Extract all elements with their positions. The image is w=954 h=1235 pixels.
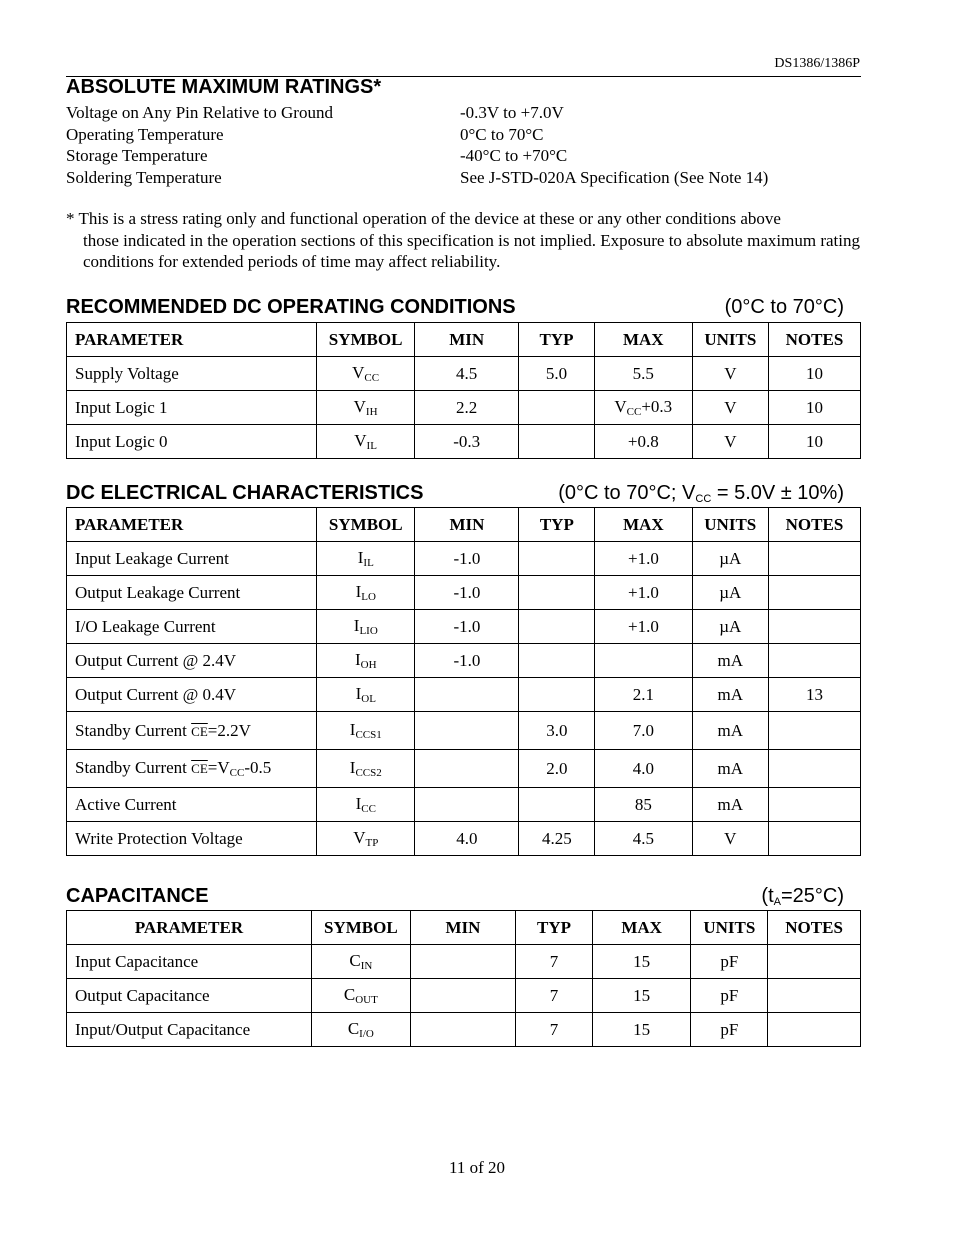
col-header-units: UNITS — [691, 911, 768, 945]
cell-min: -0.3 — [415, 425, 519, 459]
col-header-parameter: PARAMETER — [67, 323, 317, 357]
cell-typ — [519, 678, 595, 712]
rating-param: Voltage on Any Pin Relative to Ground — [66, 103, 333, 122]
cell-units: µA — [692, 610, 768, 644]
cell-max: 15 — [592, 979, 691, 1013]
symbol-sub: IH — [365, 406, 378, 418]
dc-elec-condition: (0°C to 70°C; $V_{CC} = 5.0V \pm 10\%$) — [558, 482, 844, 505]
cell-typ — [519, 644, 595, 678]
table-row — [67, 391, 861, 425]
max-value: +0.8 — [627, 431, 659, 451]
cell-units: V — [692, 425, 768, 459]
symbol-main: I — [355, 684, 362, 703]
col-header-parameter: PARAMETER — [67, 508, 317, 542]
cell-parameter: Output Capacitance — [67, 979, 312, 1013]
param-text: Standby Current — [75, 720, 192, 740]
cell-notes — [768, 712, 860, 750]
symbol-sub: OL — [361, 693, 376, 705]
cell-units: V — [692, 357, 768, 391]
col-header-symbol: SYMBOL — [311, 911, 410, 945]
col-header-notes: NOTES — [768, 911, 861, 945]
cell-notes — [768, 610, 860, 644]
stress-note-line1: * This is a stress rating only and functional operation of the device at these or any other conditions above — [66, 209, 781, 228]
cell-typ — [519, 576, 595, 610]
cell-typ — [519, 391, 595, 425]
col-header-min: MIN — [410, 911, 515, 945]
stress-note-rest: those indicated in the operation sections of this specification is not implied. Exposure to absolute maximum rating conditions for extended periods of time may affect reliability. — [83, 230, 860, 271]
cell-min: -1.0 — [415, 610, 519, 644]
cell-max — [594, 391, 692, 425]
table-row — [67, 945, 861, 979]
cell-units: mA — [692, 644, 768, 678]
cell-notes — [768, 1013, 861, 1047]
param-condition: =2.2V — [207, 720, 251, 740]
cell-symbol — [317, 610, 415, 644]
max-value: 5.5 — [632, 363, 654, 383]
cell-parameter — [67, 542, 317, 576]
cell-notes — [768, 788, 860, 822]
symbol-sub: I/O — [359, 1028, 374, 1040]
page-number: 11 of 20 — [448, 1158, 506, 1177]
cell-typ: 3.0 — [519, 712, 595, 750]
cell-units: mA — [692, 678, 768, 712]
param-condition-tail: -0.5 — [244, 758, 272, 777]
cell-typ — [519, 788, 595, 822]
col-header-notes: NOTES — [768, 323, 860, 357]
cell-max: 15 — [592, 945, 691, 979]
symbol-main: I — [354, 650, 361, 669]
table-row — [67, 644, 861, 678]
symbol-sub: IN — [360, 960, 373, 972]
cell-units: pF — [691, 945, 768, 979]
symbol-main: C — [349, 951, 361, 970]
cell-symbol — [316, 391, 414, 425]
col-header-typ: TYP — [519, 323, 595, 357]
symbol-main: C — [343, 985, 356, 1004]
cell-max: 4.0 — [595, 750, 692, 788]
col-header-symbol: SYMBOL — [316, 323, 414, 357]
dc-elec-table — [66, 507, 861, 856]
cell-notes — [768, 644, 860, 678]
param-text: Output Current @ 0.4V — [75, 684, 237, 704]
cell-typ: 2.0 — [519, 750, 595, 788]
symbol-sub: CCS1 — [355, 729, 382, 741]
symbol-main: C — [347, 1019, 360, 1038]
cell-max — [595, 644, 692, 678]
cell-min: -1.0 — [415, 542, 519, 576]
cell-max: 2.1 — [595, 678, 692, 712]
cell-symbol — [311, 979, 410, 1013]
cell-symbol — [316, 425, 414, 459]
cell-notes: 10 — [768, 425, 860, 459]
param-text: Standby Current — [75, 758, 192, 777]
cell-symbol — [316, 357, 414, 391]
rating-param: Operating Temperature — [66, 124, 224, 144]
cap-title: CAPACITANCE — [66, 885, 209, 907]
cell-max — [594, 425, 692, 459]
cell-typ: 7 — [516, 979, 593, 1013]
table-row — [67, 542, 861, 576]
col-header-parameter: PARAMETER — [67, 911, 312, 945]
cell-typ: 7 — [516, 945, 593, 979]
table-row — [67, 712, 861, 750]
param-text: Write Protection Voltage — [75, 828, 243, 848]
cell-parameter — [67, 822, 317, 856]
symbol-main: V — [353, 828, 366, 847]
col-header-typ: TYP — [519, 508, 595, 542]
table-row — [67, 357, 861, 391]
col-header-typ: TYP — [516, 911, 593, 945]
cell-typ — [519, 610, 595, 644]
param-text: Input Leakage Current — [75, 548, 229, 568]
cell-max: 7.0 — [595, 712, 692, 750]
cell-units: mA — [692, 788, 768, 822]
col-header-symbol: SYMBOL — [317, 508, 415, 542]
cell-notes — [768, 750, 860, 788]
table-row — [67, 610, 861, 644]
max-value: +0.3 — [641, 397, 673, 416]
col-header-min: MIN — [415, 508, 519, 542]
cell-units: mA — [692, 712, 768, 750]
cell-symbol — [311, 945, 410, 979]
rating-param: Storage Temperature — [66, 146, 208, 165]
cell-min — [415, 678, 519, 712]
cell-min: 2.2 — [415, 391, 519, 425]
cell-symbol — [317, 822, 415, 856]
cell-units: pF — [691, 1013, 768, 1047]
col-header-units: UNITS — [692, 323, 768, 357]
cell-notes: 10 — [768, 357, 860, 391]
cell-notes — [768, 979, 861, 1013]
cell-typ — [519, 425, 595, 459]
cap-condition: $(t_A=25^\circ C)$ — [761, 885, 844, 908]
cell-max: 4.5 — [595, 822, 692, 856]
cell-symbol — [317, 750, 415, 788]
cell-units: pF — [691, 979, 768, 1013]
cell-min: 4.5 — [415, 357, 519, 391]
abs-max-list — [66, 102, 768, 188]
cell-max: +1.0 — [595, 610, 692, 644]
rec-dc-title: RECOMMENDED DC OPERATING CONDITIONS — [66, 296, 516, 318]
symbol-sub: CC — [361, 803, 376, 815]
rating-value: -0.3V to +7.0V — [460, 103, 564, 122]
table-row — [67, 822, 861, 856]
cell-notes: 10 — [768, 391, 860, 425]
rating-row — [66, 102, 768, 124]
cell-min: -1.0 — [415, 644, 519, 678]
cell-typ: 4.25 — [519, 822, 595, 856]
cell-min — [415, 712, 519, 750]
table-row — [67, 1013, 861, 1047]
cell-max: +1.0 — [595, 576, 692, 610]
param-text: Output Current @ 2.4V — [75, 650, 237, 670]
symbol-sub: CCS2 — [355, 767, 382, 779]
stress-note — [66, 208, 860, 273]
cell-parameter: Input/Output Capacitance — [67, 1013, 312, 1047]
cell-typ: 5.0 — [519, 357, 595, 391]
cell-symbol — [317, 678, 415, 712]
cell-typ: 7 — [516, 1013, 593, 1047]
table-row — [67, 678, 861, 712]
rec-dc-table — [66, 322, 861, 459]
cell-units: V — [692, 822, 768, 856]
max-prefix-sub: CC — [626, 406, 642, 418]
param-text: I/O Leakage Current — [75, 616, 216, 636]
cell-units: mA — [692, 750, 768, 788]
cell-parameter: Supply Voltage — [67, 357, 317, 391]
col-header-max: MAX — [592, 911, 691, 945]
cell-parameter — [67, 678, 317, 712]
symbol-sub: LIO — [359, 625, 378, 637]
symbol-main: I — [355, 582, 362, 601]
cell-units: V — [692, 391, 768, 425]
param-condition-sub: CC — [229, 767, 245, 779]
rec-dc-condition: (0°C to 70°C) — [724, 296, 844, 318]
cell-symbol — [317, 576, 415, 610]
col-header-min: MIN — [415, 323, 519, 357]
symbol-sub: OH — [360, 659, 377, 671]
cell-min: 4.0 — [415, 822, 519, 856]
cell-parameter: Input Logic 0 — [67, 425, 317, 459]
param-text: Active Current — [75, 794, 177, 814]
rating-value: See J-STD-020A Specification (See Note 14) — [460, 167, 769, 187]
cell-parameter — [67, 576, 317, 610]
symbol-main: V — [352, 363, 365, 382]
header-row — [67, 911, 861, 945]
cell-parameter — [67, 750, 317, 788]
table-row — [67, 788, 861, 822]
ce-overbar: $\overline{CE}$ — [191, 723, 208, 739]
symbol-main: I — [357, 548, 364, 567]
cell-notes — [768, 945, 861, 979]
col-header-notes: NOTES — [768, 508, 860, 542]
abs-max-title: ABSOLUTE MAXIMUM RATINGS* — [66, 76, 382, 98]
cell-min — [415, 788, 519, 822]
cell-parameter — [67, 788, 317, 822]
cell-notes — [768, 576, 860, 610]
cell-parameter: Input Capacitance — [67, 945, 312, 979]
rating-value: -40°C to +70°C — [460, 146, 568, 165]
ce-overbar: $\overline{CE}$ — [191, 761, 208, 776]
cell-notes — [768, 822, 860, 856]
cell-min — [410, 1013, 515, 1047]
header-row — [67, 323, 861, 357]
cell-parameter — [67, 610, 317, 644]
cell-symbol — [311, 1013, 410, 1047]
cell-symbol — [317, 542, 415, 576]
cell-symbol — [317, 644, 415, 678]
cell-max: 85 — [595, 788, 692, 822]
cell-max — [594, 357, 692, 391]
symbol-sub: OUT — [355, 994, 378, 1006]
document-id: DS1386/1386P — [774, 56, 860, 71]
cell-parameter — [67, 644, 317, 678]
symbol-sub: IL — [363, 557, 374, 569]
symbol-main: V — [353, 397, 366, 416]
symbol-main: I — [355, 794, 362, 813]
symbol-main: I — [349, 720, 356, 739]
rating-row — [66, 124, 768, 146]
param-text: Output Leakage Current — [75, 582, 241, 602]
col-header-max: MAX — [594, 323, 692, 357]
dc-elec-title: DC ELECTRICAL CHARACTERISTICS — [66, 482, 424, 504]
cell-max: 15 — [592, 1013, 691, 1047]
symbol-sub: CC — [364, 372, 380, 384]
param-condition: =V — [207, 758, 230, 777]
symbol-main: V — [354, 431, 367, 450]
cell-parameter — [67, 712, 317, 750]
cap-table — [66, 910, 861, 1047]
cell-max: +1.0 — [595, 542, 692, 576]
table-row — [67, 425, 861, 459]
cell-typ — [519, 542, 595, 576]
cell-min — [410, 979, 515, 1013]
table-row — [67, 750, 861, 788]
symbol-main: I — [353, 616, 360, 635]
symbol-sub: IL — [366, 440, 377, 452]
table-row — [67, 576, 861, 610]
col-header-units: UNITS — [692, 508, 768, 542]
rating-row — [66, 167, 768, 189]
col-header-max: MAX — [595, 508, 692, 542]
cell-parameter: Input Logic 1 — [67, 391, 317, 425]
cell-notes: 13 — [768, 678, 860, 712]
cell-min — [410, 945, 515, 979]
header-row — [67, 508, 861, 542]
cell-units: µA — [692, 542, 768, 576]
symbol-main: I — [349, 758, 356, 777]
max-prefix: V — [614, 397, 627, 416]
cell-units: µA — [692, 576, 768, 610]
rating-param: Soldering Temperature — [66, 167, 222, 187]
rating-value: 0°C to 70°C — [460, 124, 544, 144]
cell-min — [415, 750, 519, 788]
cell-symbol — [317, 712, 415, 750]
symbol-sub: TP — [365, 837, 379, 849]
cell-min: -1.0 — [415, 576, 519, 610]
symbol-sub: LO — [361, 591, 376, 603]
table-row — [67, 979, 861, 1013]
cell-symbol — [317, 788, 415, 822]
cell-notes — [768, 542, 860, 576]
rating-row — [66, 145, 768, 167]
